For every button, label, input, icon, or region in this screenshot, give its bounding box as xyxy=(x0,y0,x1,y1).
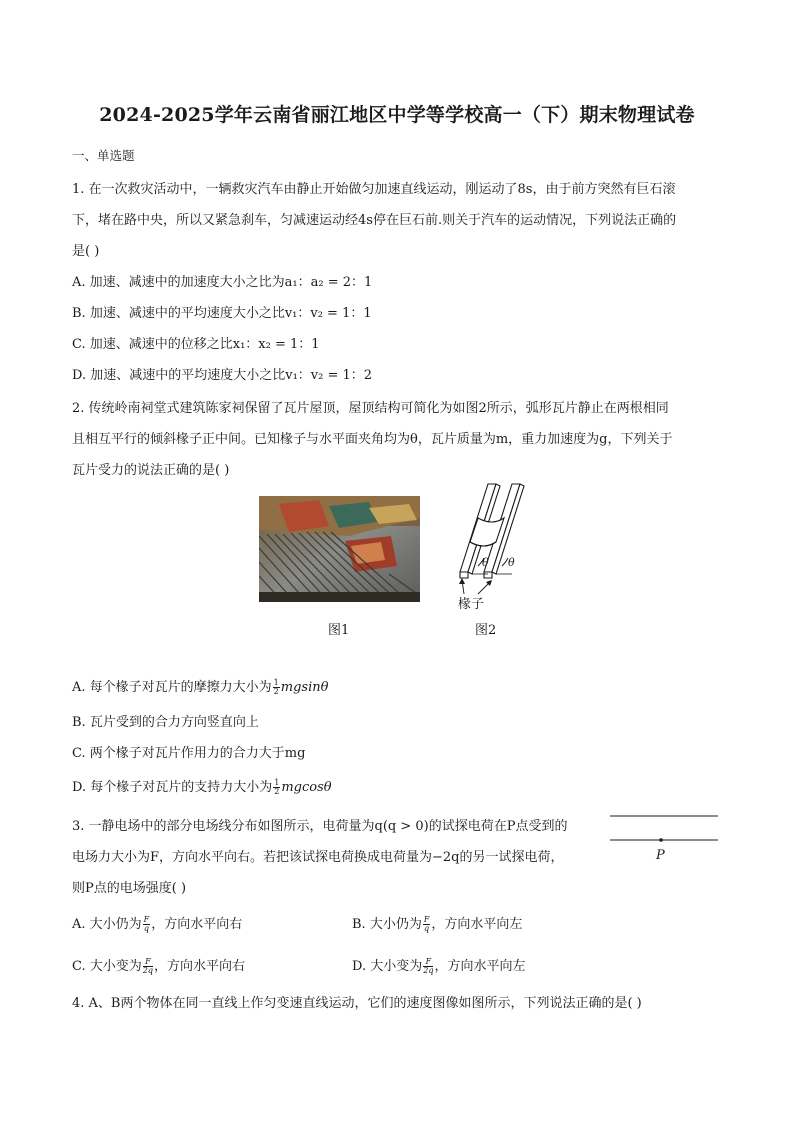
theta-label-left: θ xyxy=(482,556,489,569)
figure-1-roof-photo xyxy=(259,496,420,602)
q1-stem-line3: 是( ) xyxy=(72,244,100,259)
q1-option-c: C. 加速、减速中的位移之比x₁：x₂ = 1：1 xyxy=(72,337,320,352)
q1-option-d: D. 加速、减速中的平均速度大小之比v₁：v₂ = 1：2 xyxy=(72,368,373,383)
q4-stem-line1: 4. A、B两个物体在同一直线上作匀变速直线运动，它们的速度图像如图所示，下列说法正确的是( ) xyxy=(72,996,642,1011)
section-heading: 一、单选题 xyxy=(72,148,135,163)
q1-option-a: A. 加速、减速中的加速度大小之比为a₁：a₂ = 2：1 xyxy=(72,275,373,290)
electric-field-diagram xyxy=(608,810,720,866)
q2-option-b: B. 瓦片受到的合力方向竖直向上 xyxy=(72,715,259,730)
point-p-label: P xyxy=(656,848,665,863)
q3-option-a: A. 大小仍为 $\frac{F}{q}$ ，方向水平向右 xyxy=(72,915,243,933)
fraction-half: $\frac{1}{2}$ xyxy=(274,778,280,796)
q2-stem-line1: 2. 传统岭南祠堂式建筑陈家祠保留了瓦片屋顶，屋顶结构可简化为如图2所示，弧形瓦片静止在两根相同 xyxy=(72,401,669,416)
q2-stem-line3: 瓦片受力的说法正确的是( ) xyxy=(72,463,230,478)
q3-option-c: C. 大小变为 $\frac{F}{2q}$ ，方向水平向右 xyxy=(72,957,245,975)
exam-title: 2024-2025学年云南省丽江地区中学等学校高一（下）期末物理试卷 xyxy=(99,104,695,126)
q2-stem-line2: 且相互平行的倾斜椽子正中间。已知椽子与水平面夹角均为θ，瓦片质量为m，重力加速度为g，下列关于 xyxy=(72,432,673,447)
theta-label-right: θ xyxy=(508,556,515,569)
q1-option-b: B. 加速、减速中的平均速度大小之比v₁：v₂ = 1：1 xyxy=(72,306,372,321)
q3-option-b: B. 大小仍为 $\frac{F}{q}$ ，方向水平向左 xyxy=(352,915,523,933)
q3-stem-line2: 电场力大小为F，方向水平向右。若把该试探电荷换成电荷量为−2q的另一试探电荷， xyxy=(72,850,564,865)
q1-stem-line2: 下，堵在路中央，所以又紧急刹车，匀减速运动经4s停在巨石前.则关于汽车的运动情况，下列说法正确的 xyxy=(72,213,677,228)
q3-option-d: D. 大小变为 $\frac{F}{2q}$ ，方向水平向左 xyxy=(352,957,526,975)
q3-stem-line1: 3. 一静电场中的部分电场线分布如图所示，电荷量为q(q > 0)的试探电荷在P点受到的 xyxy=(72,819,568,834)
q2-option-c: C. 两个椽子对瓦片作用力的合力大于mg xyxy=(72,746,306,761)
q2-option-a: A. 每个椽子对瓦片的摩擦力大小为 $\frac{1}{2}$ mgsinθ xyxy=(72,678,329,696)
q3-stem-line3: 则P点的电场强度( ) xyxy=(72,881,187,896)
figure-2-rafter-diagram xyxy=(448,478,548,614)
q2-option-d: D. 每个椽子对瓦片的支持力大小为 $\frac{1}{2}$ mgcosθ xyxy=(72,778,332,796)
figure-1-caption: 图1 xyxy=(328,623,350,638)
q1-stem-line1: 1. 在一次救灾活动中，一辆救灾汽车由静止开始做匀加速直线运动，刚运动了8s，由于前方突然有巨石滚 xyxy=(72,182,676,197)
rafter-label: 椽子 xyxy=(458,597,485,612)
fraction-half: $\frac{1}{2}$ xyxy=(273,678,279,696)
figure-2-caption: 图2 xyxy=(475,623,497,638)
